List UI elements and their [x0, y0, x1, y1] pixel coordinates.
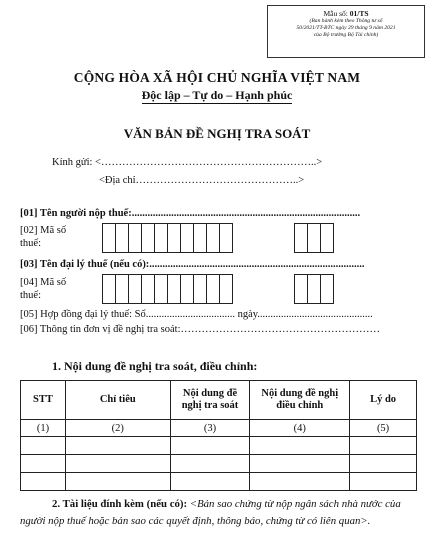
motto-text: Độc lập – Tự do – Hạnh phúc [141, 88, 293, 102]
section-2-heading: 2. Tài liệu đính kèm (nếu có): [52, 498, 188, 510]
form-number-value: 01/TS [349, 9, 369, 18]
field-01-taxpayer-name[interactable]: [01] Tên người nộp thuế:....................................................................................... [20, 208, 361, 219]
header-reason-text: Lý do [370, 394, 397, 405]
tax-code-box[interactable] [206, 274, 220, 304]
tax-code-box[interactable] [219, 223, 233, 253]
header-review-line-1: Nội dung đề [182, 388, 238, 399]
tax-code-box[interactable] [193, 274, 207, 304]
table-cell[interactable] [65, 437, 170, 455]
form-number-label: Mẫu số: [323, 9, 348, 18]
field-06-requesting-unit[interactable]: [06] Thông tin đơn vị đề nghị tra soát:………………………………………………… [20, 324, 381, 335]
field-02-label-line-2: thuế: [20, 238, 41, 249]
table-cell[interactable] [65, 455, 170, 473]
motto [0, 88, 434, 103]
table-cell[interactable] [21, 455, 66, 473]
section-2-attachments [20, 496, 414, 530]
tax-code-suffix-boxes-taxpayer[interactable] [294, 223, 333, 253]
header-adjust-line-2: điều chỉnh [276, 400, 324, 411]
tax-code-box[interactable] [141, 274, 155, 304]
table-cell[interactable] [170, 455, 250, 473]
header-adjust-content [250, 381, 350, 420]
header-reason [350, 381, 417, 420]
tax-code-box[interactable] [167, 223, 181, 253]
tax-code-box[interactable] [307, 274, 321, 304]
tax-code-box[interactable] [294, 274, 308, 304]
tax-code-box[interactable] [320, 274, 334, 304]
tax-code-box[interactable] [128, 274, 142, 304]
tax-code-box[interactable] [115, 274, 129, 304]
table-row [21, 473, 417, 491]
tax-code-box[interactable] [167, 274, 181, 304]
tax-code-box[interactable] [180, 223, 194, 253]
field-04-label-line-2: thuế: [20, 290, 41, 301]
table-cell[interactable] [350, 437, 417, 455]
tax-code-box[interactable] [141, 223, 155, 253]
field-04-label-line-1: [04] Mã số [20, 277, 67, 288]
table-cell[interactable] [65, 473, 170, 491]
tax-code-box[interactable] [154, 274, 168, 304]
table-cell[interactable] [250, 455, 350, 473]
field-02-label-line-1: [02] Mã số [20, 225, 67, 236]
column-number: (4) [250, 420, 350, 437]
field-05-agent-contract[interactable]: [05] Hợp đồng đại lý thuế: Số.................................. ngày............................................ [20, 309, 373, 320]
tax-code-box[interactable] [206, 223, 220, 253]
table-cell[interactable] [21, 437, 66, 455]
table-row [21, 455, 417, 473]
header-adjust-line-1: Nội dung đề nghị [261, 388, 339, 399]
tax-code-box[interactable] [320, 223, 334, 253]
tax-code-box[interactable] [102, 223, 116, 253]
field-02-label [20, 224, 66, 250]
header-indicator-text: Chỉ tiêu [99, 394, 136, 405]
tax-code-box[interactable] [294, 223, 308, 253]
tax-code-box[interactable] [307, 223, 321, 253]
tax-code-boxes-agent[interactable] [102, 274, 232, 304]
tax-code-box[interactable] [115, 223, 129, 253]
form-note-line-2: 50/2021/TT-BTC ngày 29 tháng 9 năm 2021 [296, 25, 396, 32]
tax-code-box[interactable] [128, 223, 142, 253]
table-cell[interactable] [170, 437, 250, 455]
adjustment-table [20, 380, 417, 491]
table-cell[interactable] [250, 473, 350, 491]
header-stt-text: STT [33, 394, 53, 405]
header-stt [21, 381, 66, 420]
table-number-row [21, 420, 417, 437]
header-review-line-2: nghị tra soát [181, 400, 239, 411]
tax-code-box[interactable] [180, 274, 194, 304]
field-04-label [20, 276, 66, 302]
form-note-line-1: (Ban hành kèm theo Thông tư số [309, 18, 383, 24]
table-header-row [21, 381, 417, 420]
document-title: VĂN BẢN ĐỀ NGHỊ TRA SOÁT [123, 126, 311, 141]
recipient-line: Kính gửi: <……………………………………………………..> [52, 157, 323, 168]
tax-code-box[interactable] [219, 274, 233, 304]
table-cell[interactable] [170, 473, 250, 491]
table-cell[interactable] [350, 473, 417, 491]
field-03-agent-name[interactable]: [03] Tên đại lý thuế (nếu có):.................................................................................. [20, 259, 365, 270]
table-cell[interactable] [21, 473, 66, 491]
column-number: (1) [21, 420, 66, 437]
header-review-content [170, 381, 250, 420]
header-indicator [65, 381, 170, 420]
table-cell[interactable] [250, 437, 350, 455]
form-number [268, 9, 424, 18]
column-number: (2) [65, 420, 170, 437]
column-number: (3) [170, 420, 250, 437]
form-note-line-3: của Bộ trưởng Bộ Tài chính) [313, 32, 379, 39]
form-number-box [267, 5, 425, 58]
tax-code-suffix-boxes-agent[interactable] [294, 274, 333, 304]
section-2-text: <Bản sao chứng từ nộp ngân sách nhà nước của người nộp thuế hoặc bản sao các quyết định, thông báo, chứng từ có liên quan>. [20, 498, 401, 527]
column-number: (5) [350, 420, 417, 437]
tax-code-box[interactable] [193, 223, 207, 253]
section-1-heading: 1. Nội dung đề nghị tra soát, điều chỉnh: [52, 359, 258, 373]
tax-code-box[interactable] [154, 223, 168, 253]
recipient-address: <Địa chỉ………………………………………..> [99, 175, 305, 186]
nation-header: CỘNG HÒA XÃ HỘI CHỦ NGHĨA VIỆT NAM [73, 70, 361, 85]
table-row [21, 437, 417, 455]
tax-code-box[interactable] [102, 274, 116, 304]
tax-code-boxes-taxpayer[interactable] [102, 223, 232, 253]
table-cell[interactable] [350, 455, 417, 473]
